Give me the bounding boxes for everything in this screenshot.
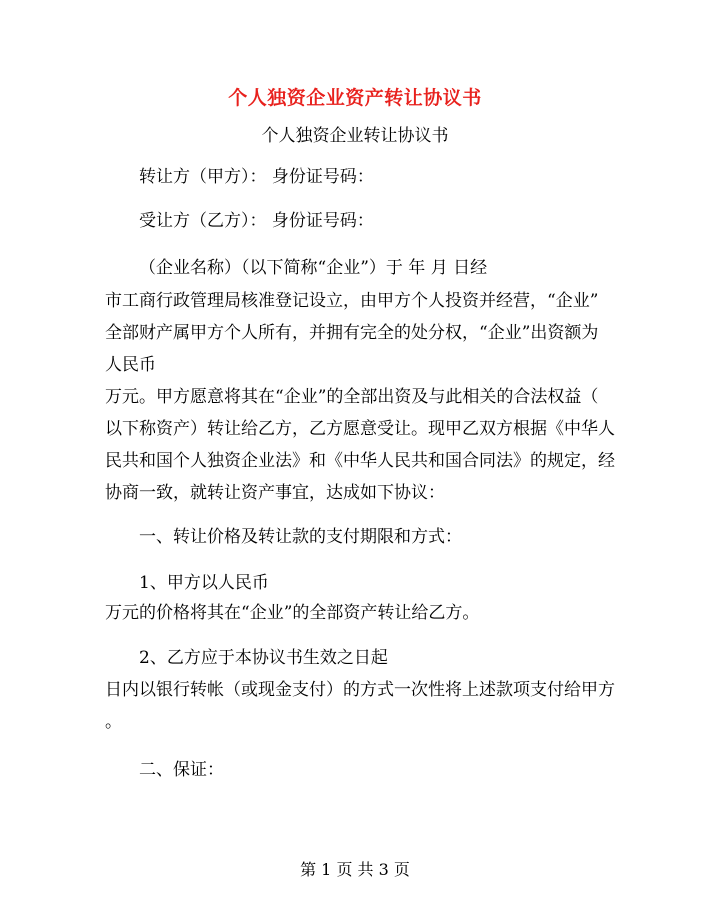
document-subtitle: 个人独资企业转让协议书: [261, 126, 449, 146]
body-paragraph-line: 市工商行政管理局核准登记设立，由甲方个人投资并经营，“企业”: [105, 291, 599, 311]
body-paragraph-line: 协商一致，就转让资产事宜，达成如下协议：: [105, 483, 445, 503]
body-paragraph-line: 以下称资产）转让给乙方，乙方愿意受让。现甲乙双方根据《中华人: [105, 419, 615, 439]
transferor-line: 转让方（甲方）： 身份证号码：: [139, 167, 374, 187]
clause-line: 。: [105, 712, 122, 732]
body-paragraph-line: （企业名称）（以下简称“企业”）于 年 月 日经: [139, 258, 488, 278]
transferee-line: 受让方（乙方）： 身份证号码：: [139, 211, 374, 231]
body-paragraph-line: 人民币: [105, 355, 156, 375]
page-number: 第 1 页 共 3 页: [300, 860, 410, 879]
document-title: 个人独资企业资产转让协议书: [228, 87, 482, 109]
clause-line: 1、甲方以人民币: [139, 573, 269, 593]
section-heading: 二、保证：: [139, 760, 224, 780]
body-paragraph-line: 万元。甲方愿意将其在“企业”的全部出资及与此相关的合法权益（: [105, 387, 599, 407]
clause-line: 2、乙方应于本协议书生效之日起: [139, 648, 388, 668]
clause-line: 万元的价格将其在“企业”的全部资产转让给乙方。: [105, 603, 480, 623]
body-paragraph-line: 全部财产属甲方个人所有，并拥有完全的处分权，“企业”出资额为: [105, 323, 599, 343]
clause-line: 日内以银行转帐（或现金支付）的方式一次性将上述款项支付给甲方: [105, 680, 615, 700]
body-paragraph-line: 民共和国个人独资企业法》和《中华人民共和国合同法》的规定，经: [105, 451, 615, 471]
section-heading: 一、转让价格及转让款的支付期限和方式：: [139, 527, 462, 547]
